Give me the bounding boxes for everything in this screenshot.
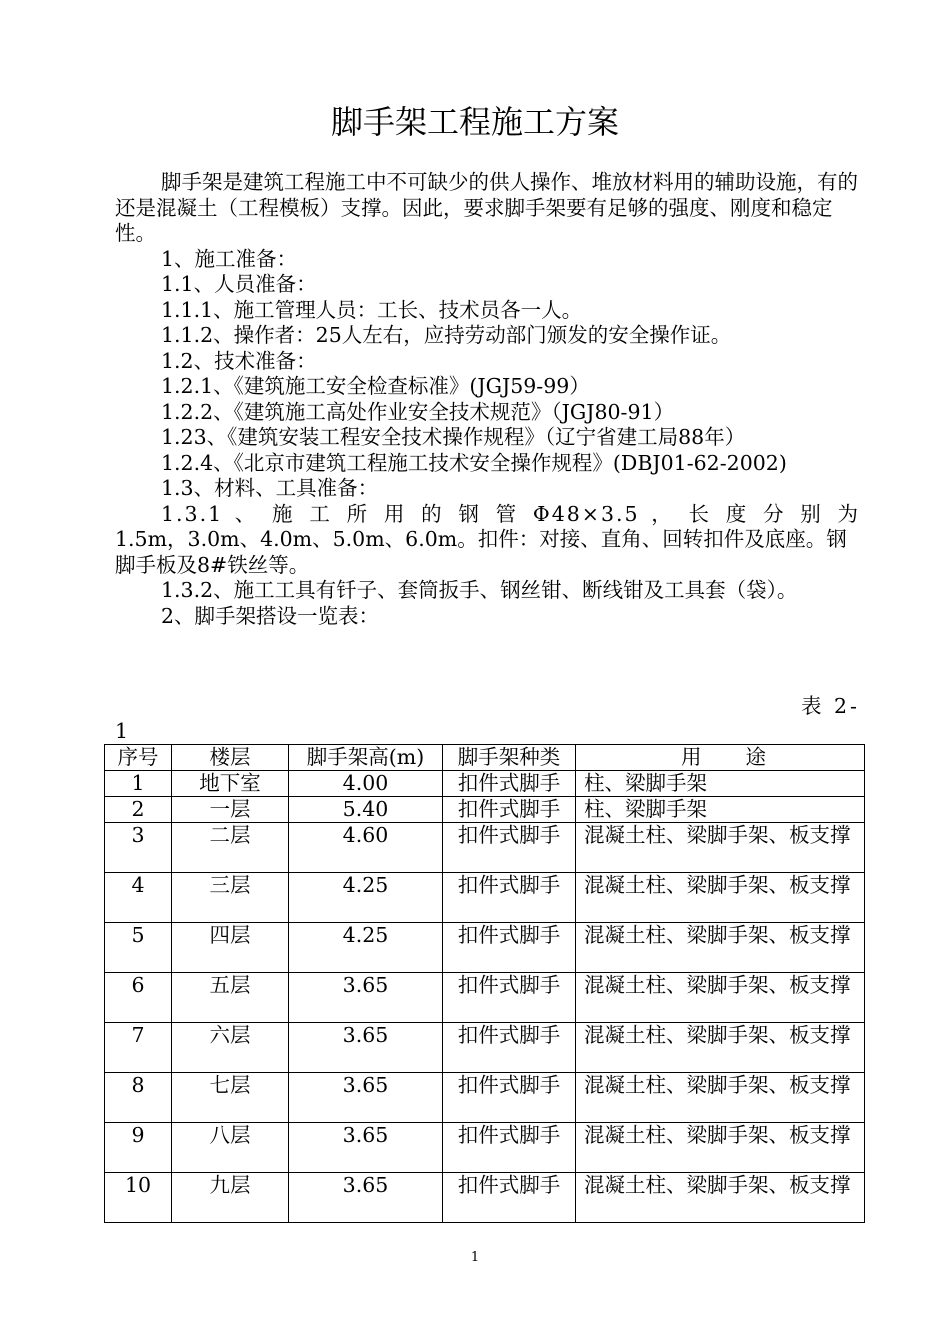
cell-floor: 八层 bbox=[172, 1123, 289, 1173]
scaffold-table bbox=[104, 744, 865, 1223]
cell-index: 10 bbox=[105, 1173, 172, 1223]
document-body bbox=[115, 170, 860, 629]
cell-height: 3.65 bbox=[289, 1073, 443, 1123]
cell-floor: 四层 bbox=[172, 923, 289, 973]
section-2-heading: 2、脚手架搭设一览表： bbox=[161, 603, 380, 628]
cell-floor: 六层 bbox=[172, 1023, 289, 1073]
cell-height: 3.65 bbox=[289, 1173, 443, 1223]
table-row bbox=[105, 1173, 865, 1223]
cell-floor: 九层 bbox=[172, 1173, 289, 1223]
section-1-heading: 1、施工准备： bbox=[161, 246, 298, 271]
intro-paragraph: 脚手架是建筑工程施工中不可缺少的供人操作、堆放材料用的辅助设施，有的还是混凝土（工程模板）支撑。因此，要求脚手架要有足够的强度、刚度和稳定性。 bbox=[115, 170, 858, 245]
cell-index: 6 bbox=[105, 973, 172, 1023]
cell-purpose: 混凝土柱、梁脚手架、板支撑 bbox=[576, 1123, 865, 1173]
section-1-1-2: 1.1.2、操作者：25人左右，应持劳动部门颁发的安全操作证。 bbox=[161, 323, 732, 347]
cell-floor: 七层 bbox=[172, 1073, 289, 1123]
cell-height: 4.00 bbox=[289, 771, 443, 797]
table-row bbox=[105, 1073, 865, 1123]
cell-purpose: 混凝土柱、梁脚手架、板支撑 bbox=[576, 873, 865, 923]
cell-purpose: 柱、梁脚手架 bbox=[576, 771, 865, 797]
table-label: 表 2- bbox=[801, 694, 860, 718]
section-1-1-1: 1.1.1、施工管理人员：工长、技术员各一人。 bbox=[161, 297, 583, 322]
cell-index: 9 bbox=[105, 1123, 172, 1173]
table-header-row bbox=[105, 745, 865, 771]
cell-index: 5 bbox=[105, 923, 172, 973]
cell-purpose: 混凝土柱、梁脚手架、板支撑 bbox=[576, 1023, 865, 1073]
section-1-3-1-line2: 1.5m，3.0m、4.0m、5.0m、6.0m。扣件：对接、直角、回转扣件及底座。钢脚手板及8#铁丝等。 bbox=[115, 527, 847, 577]
cell-index: 1 bbox=[105, 771, 172, 797]
cell-type: 扣件式脚手 bbox=[443, 973, 576, 1023]
table-row bbox=[105, 1023, 865, 1073]
cell-type: 扣件式脚手 bbox=[443, 1123, 576, 1173]
section-1-2-2: 1.2.2、《建筑施工高处作业安全技术规范》（JGJ80-91） bbox=[161, 399, 675, 424]
cell-height: 5.40 bbox=[289, 797, 443, 823]
header-height: 脚手架高(m) bbox=[289, 745, 443, 771]
cell-height: 4.60 bbox=[289, 823, 443, 873]
cell-purpose: 柱、梁脚手架 bbox=[576, 797, 865, 823]
cell-purpose: 混凝土柱、梁脚手架、板支撑 bbox=[576, 923, 865, 973]
table-row bbox=[105, 923, 865, 973]
cell-type: 扣件式脚手 bbox=[443, 1073, 576, 1123]
cell-floor: 一层 bbox=[172, 797, 289, 823]
section-1-3-2: 1.3.2、施工工具有钎子、套筒扳手、钢丝钳、断线钳及工具套（袋）。 bbox=[161, 578, 798, 602]
cell-purpose: 混凝土柱、梁脚手架、板支撑 bbox=[576, 1173, 865, 1223]
section-1-3-1-line1: 1.3.1 、 施 工 所 用 的 钢 管 Φ48×3.5 ， 长 度 分 别 为 bbox=[161, 501, 860, 526]
table-row bbox=[105, 873, 865, 923]
section-1-1-heading: 1.1、人员准备： bbox=[161, 272, 317, 296]
cell-index: 3 bbox=[105, 823, 172, 873]
section-1-3-heading: 1.3、材料、工具准备： bbox=[161, 476, 379, 500]
document-title: 脚手架工程施工方案 bbox=[330, 103, 619, 141]
section-1-2-3: 1.23、《建筑安装工程安全技术操作规程》（辽宁省建工局88年） bbox=[161, 425, 746, 449]
section-1-2-heading: 1.2、技术准备： bbox=[161, 348, 317, 373]
header-type: 脚手架种类 bbox=[443, 745, 576, 771]
cell-index: 4 bbox=[105, 873, 172, 923]
cell-height: 3.65 bbox=[289, 1123, 443, 1173]
table-row bbox=[105, 823, 865, 873]
cell-height: 4.25 bbox=[289, 923, 443, 973]
table-row bbox=[105, 1123, 865, 1173]
cell-height: 4.25 bbox=[289, 873, 443, 923]
header-floor: 楼层 bbox=[172, 745, 289, 771]
cell-type: 扣件式脚手 bbox=[443, 823, 576, 873]
header-index: 序号 bbox=[105, 745, 172, 771]
cell-height: 3.65 bbox=[289, 1023, 443, 1073]
cell-purpose: 混凝土柱、梁脚手架、板支撑 bbox=[576, 823, 865, 873]
cell-height: 3.65 bbox=[289, 973, 443, 1023]
cell-floor: 地下室 bbox=[172, 771, 289, 797]
cell-type: 扣件式脚手 bbox=[443, 873, 576, 923]
cell-type: 扣件式脚手 bbox=[443, 797, 576, 823]
table-label-wrap: 1 bbox=[115, 719, 129, 743]
cell-index: 7 bbox=[105, 1023, 172, 1073]
table-caption bbox=[115, 694, 860, 744]
table-row bbox=[105, 771, 865, 797]
cell-floor: 三层 bbox=[172, 873, 289, 923]
section-1-2-4: 1.2.4、《北京市建筑工程施工技术安全操作规程》(DBJ01-62-2002) bbox=[161, 450, 787, 475]
cell-purpose: 混凝土柱、梁脚手架、板支撑 bbox=[576, 1073, 865, 1123]
table-row bbox=[105, 797, 865, 823]
cell-floor: 二层 bbox=[172, 823, 289, 873]
cell-index: 2 bbox=[105, 797, 172, 823]
table-row bbox=[105, 973, 865, 1023]
cell-type: 扣件式脚手 bbox=[443, 1023, 576, 1073]
cell-type: 扣件式脚手 bbox=[443, 1173, 576, 1223]
cell-type: 扣件式脚手 bbox=[443, 771, 576, 797]
cell-floor: 五层 bbox=[172, 973, 289, 1023]
header-purpose: 用 途 bbox=[576, 745, 865, 771]
page-number: 1 bbox=[470, 1250, 480, 1265]
cell-type: 扣件式脚手 bbox=[443, 923, 576, 973]
cell-index: 8 bbox=[105, 1073, 172, 1123]
section-1-2-1: 1.2.1、《建筑施工安全检查标准》(JGJ59-99） bbox=[161, 374, 590, 398]
cell-purpose: 混凝土柱、梁脚手架、板支撑 bbox=[576, 973, 865, 1023]
